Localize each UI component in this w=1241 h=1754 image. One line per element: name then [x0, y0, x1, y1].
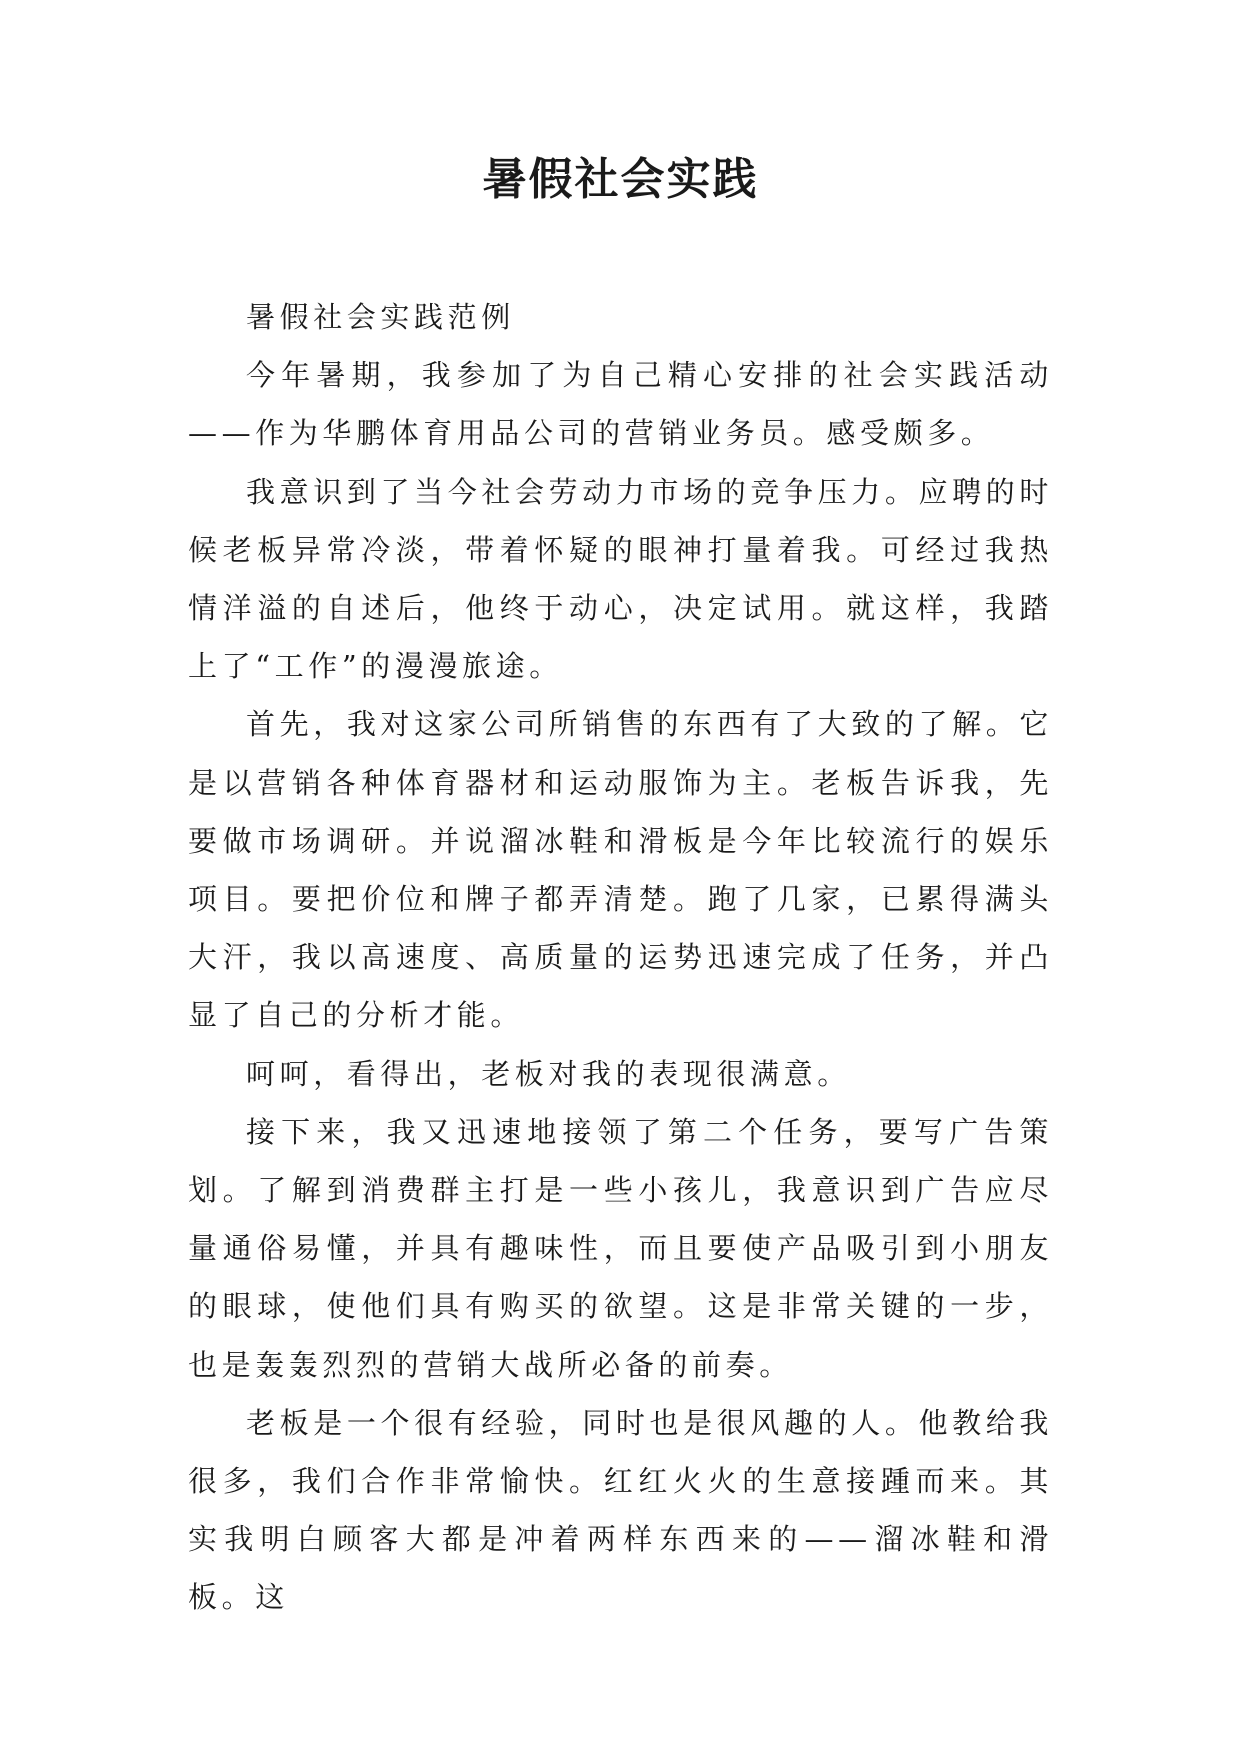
- paragraph: 呵呵，看得出，老板对我的表现很满意。: [246, 1056, 851, 1091]
- paragraph-subtitle: 暑假社会实践范例: [246, 300, 515, 334]
- paragraph: 我意识到了当今社会劳动力市场的竞争压力。应聘的时候老板异常冷淡，带着怀疑的眼神打量着我。可经过我热情洋溢的自述后，他终于动心，决定试用。就这样，我踏上了“工作”的漫漫旅途。: [188, 474, 1053, 684]
- document-title: 暑假社会实践: [482, 154, 759, 205]
- paragraph: 首先，我对这家公司所销售的东西有了大致的了解。它是以营销各种体育器材和运动服饰为主。老板告诉我，先要做市场调研。并说溜冰鞋和滑板是今年比较流行的娱乐项目。要把价位和牌子都弄清楚。跑了几家，已累得满头大汗，我以高速度、高质量的运势迅速完成了任务，并凸显了自己的分析才能。: [188, 707, 1053, 1033]
- paragraph: 今年暑期，我参加了为自己精心安排的社会实践活动——作为华鹏体育用品公司的营销业务员。感受颇多。: [188, 358, 1053, 451]
- document-body: [188, 288, 1053, 1627]
- paragraph: 老板是一个很有经验，同时也是很风趣的人。他教给我很多，我们合作非常愉快。红红火火的生意接踵而来。其实我明白顾客大都是冲着两样东西来的——溜冰鞋和滑板。这: [188, 1405, 1053, 1615]
- paragraph: 接下来，我又迅速地接领了第二个任务，要写广告策划。了解到消费群主打是一些小孩儿，我意识到广告应尽量通俗易懂，并具有趣味性，而且要使产品吸引到小朋友的眼球，使他们具有购买的欲望。这是非常关键的一步，也是轰轰烈烈的营销大战所必备的前奏。: [188, 1114, 1053, 1382]
